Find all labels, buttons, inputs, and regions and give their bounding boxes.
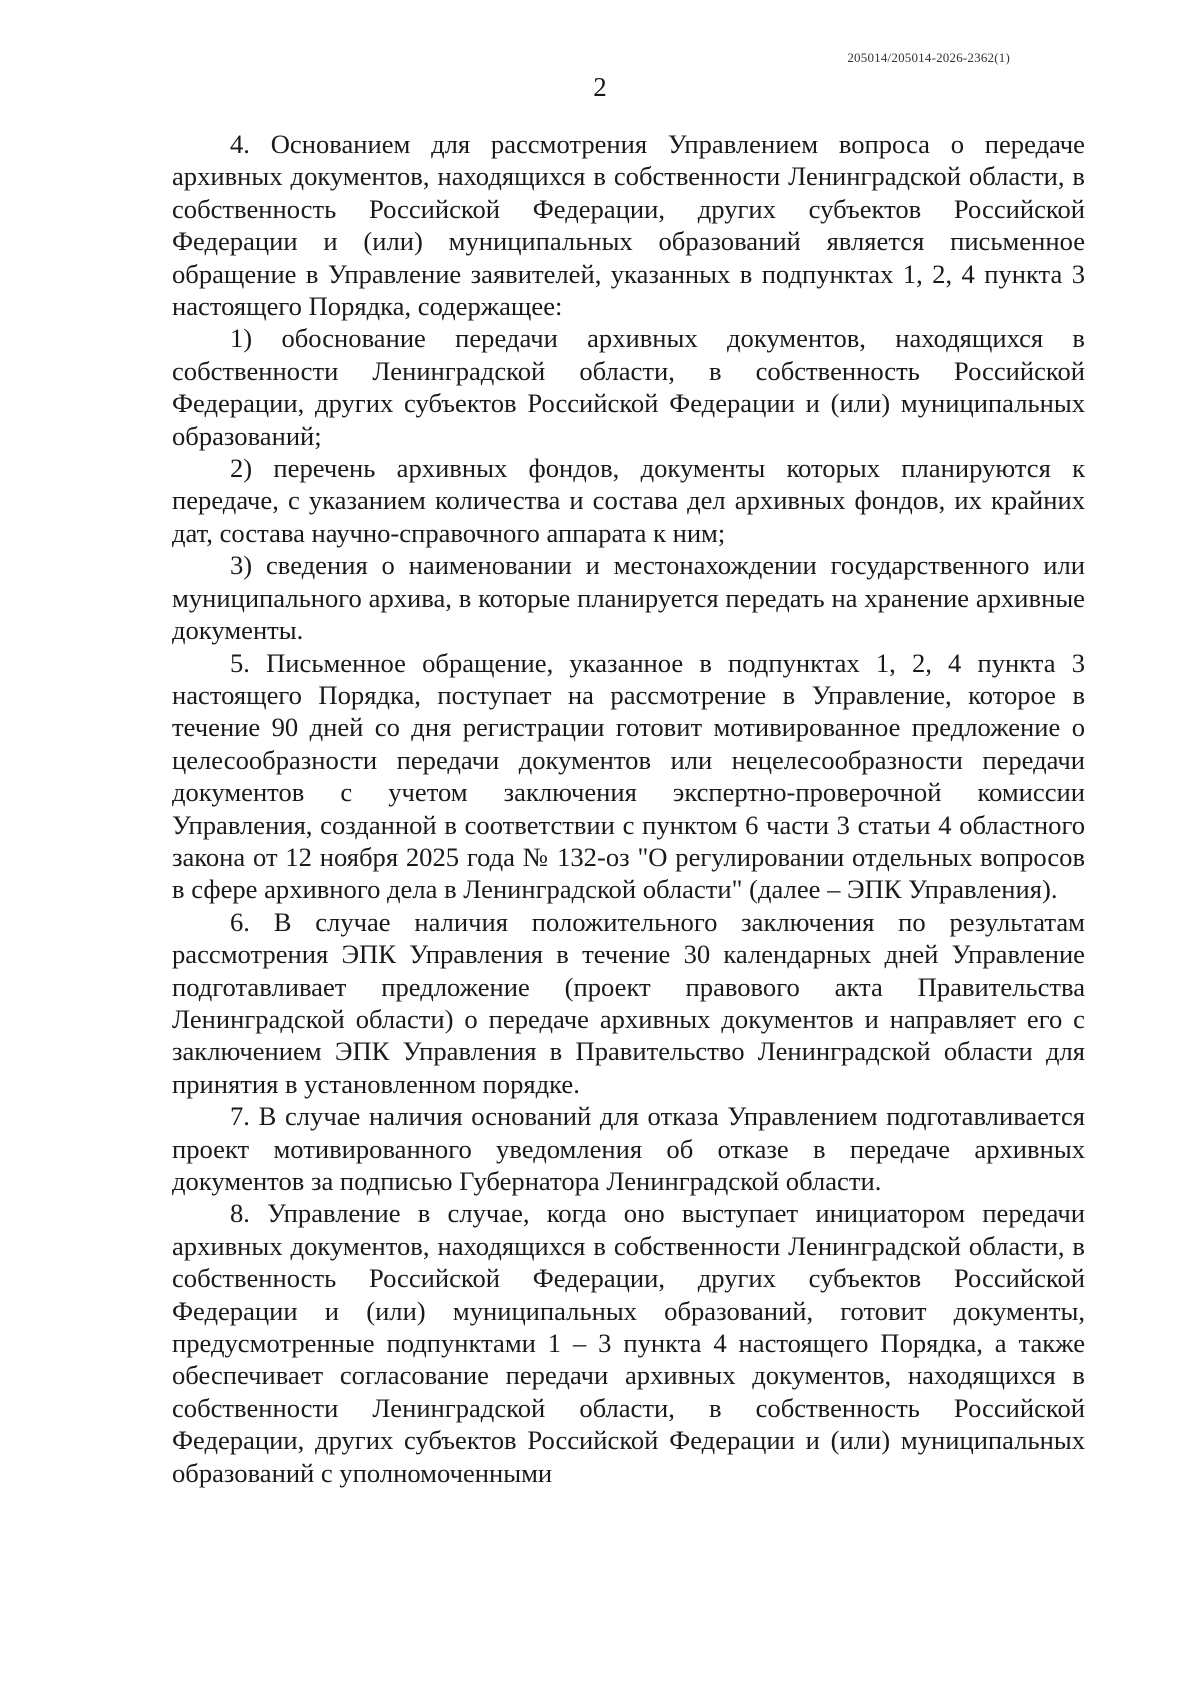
- document-body: [172, 128, 1085, 1489]
- paragraph-item-7: 7. В случае наличия оснований для отказа Управлением подготавливается проект мотивированного уведомления об отказе в передаче архивных документов за подписью Губернатора Ленинградской области.: [172, 1101, 1085, 1196]
- paragraph-item-4: 4. Основанием для рассмотрения Управлением вопроса о передаче архивных документов, находящихся в собственности Ленинградской области, в собственность Российской Федерации, других субъектов Российской Федерации и (или) муниципальных образований является письменное обращение в Управление заявителей, указанных в подпунктах 1, 2, 4 пункта 3 настоящего Порядка, содержащее:: [172, 129, 1085, 322]
- subparagraph-3: 3) сведения о наименовании и местонахождении государственного или муниципального архива, в которые планируется передать на хранение архивные документы.: [172, 550, 1085, 646]
- paragraph-item-6: 6. В случае наличия положительного заключения по результатам рассмотрения ЭПК Управления в течение 30 календарных дней Управление подготавливает предложение (проект правового акта Правительства Ленинградской области) о передаче архивных документов и направляет его с заключением ЭПК Управления в Правительство Ленинградской области для принятия в установленном порядке.: [172, 906, 1085, 1099]
- document-registration-number: 205014/205014-2026-2362(1): [847, 50, 1010, 65]
- page-number: 2: [593, 72, 607, 102]
- subparagraph-1: 1) обоснование передачи архивных документов, находящихся в собственности Ленинградской области, в собственность Российской Федерации, других субъектов Российской Федерации и (или) муниципальных образований;: [172, 323, 1085, 451]
- subparagraph-2: 2) перечень архивных фондов, документы которых планируются к передаче, с указанием количества и состава дел архивных фондов, их крайних дат, состава научно-справочного аппарата к ним;: [172, 453, 1085, 548]
- paragraph-item-8: 8. Управление в случае, когда оно выступает инициатором передачи архивных документов, находящихся в собственности Ленинградской области, в собственность Российской Федерации, других субъектов Российской Федерации и (или) муниципальных образований, готовит документы, предусмотренные подпунктами 1 – 3 пункта 4 настоящего Порядка, а также обеспечивает согласование передачи архивных документов, находящихся в собственности Ленинградской области, в собственность Российской Федерации, других субъектов Российской Федерации и (или) муниципальных образований с уполномоченными: [172, 1198, 1085, 1488]
- paragraph-item-5: 5. Письменное обращение, указанное в подпунктах 1, 2, 4 пункта 3 настоящего Порядка, поступает на рассмотрение в Управление, которое в течение 90 дней со дня регистрации готовит мотивированное предложение о целесообразности передачи документов или нецелесообразности передачи документов с учетом заключения экспертно-проверочной комиссии Управления, созданной в соответствии с пунктом 6 части 3 статьи 4 областного закона от 12 ноября 2025 года № 132-оз "О регулировании отдельных вопросов в сфере архивного дела в Ленинградской области" (далее – ЭПК Управления).: [172, 647, 1085, 905]
